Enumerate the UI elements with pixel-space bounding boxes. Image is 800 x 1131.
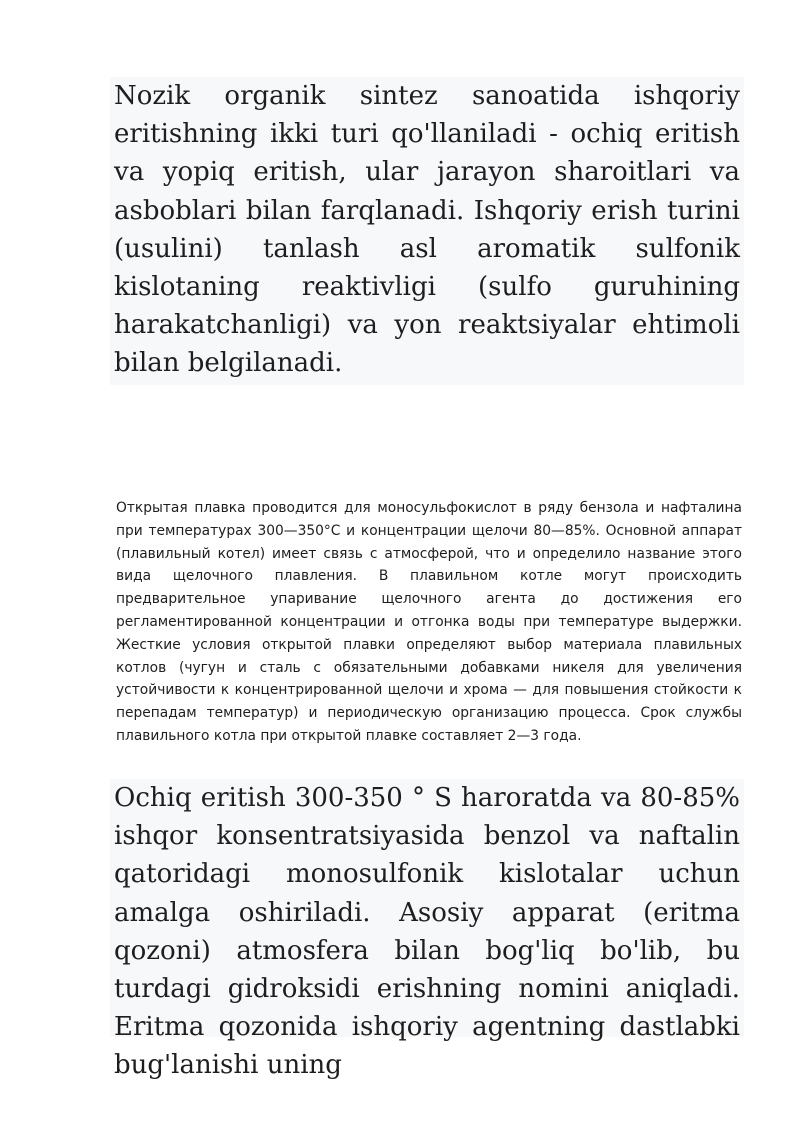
russian-open-melt-paragraph: Открытая плавка проводится для моносульфокислот в ряду бензола и нафталина при температурах 300—350°С и концентрации щелочи 80—85%. Основной аппарат (плавильный котел) имеет связь с атмосферой, что и определило название этого вида щелочного плавления. В плавильном котле могут происходить предварительное упаривание щелочного агента до достижения его регламентированной концентрации и отгонка воды при температуре выдержки. Жесткие условия открытой плавки определяют выбор материала плавильных котлов (чугун и сталь с обязательными добавками никеля для увеличения устойчивости к концентрированной щелочи и хрома — для повышения стойкости к перепадам температур) и периодическую организацию процесса. Срок службы плавильного котла при открытой плавке составляет 2—3 года. bbox=[116, 500, 742, 744]
uzbek-intro-paragraph: Nozik organik sintez sanoatida ishqoriy eritishning ikki turi qo'llaniladi - ochiq eritish va yopiq eritish, ular jarayon sharoitlari va asboblari bilan farqlanadi. Ishqoriy erish turini (usulini) tanlash asl aromatik sulfonik kislotaning reaktivligi (sulfo guruhining harakatchanligi) va yon reaktsiyalar ehtimoli bilan belgilanadi. bbox=[110, 77, 744, 385]
uzbek-open-melt-paragraph: Ochiq eritish 300-350 ° S haroratda va 80-85% ishqor konsentratsiyasida benzol va naftalin qatoridagi monosulfonik kislotalar uchun amalga oshiriladi. Asosiy apparat (eritma qozoni) atmosfera bilan bog'liq bo'lib, bu turdagi gidroksidi erishning nomini aniqladi. Eritma qozonida ishqoriy agentning dastlabki bug'lanishi uning bbox=[110, 779, 744, 1037]
